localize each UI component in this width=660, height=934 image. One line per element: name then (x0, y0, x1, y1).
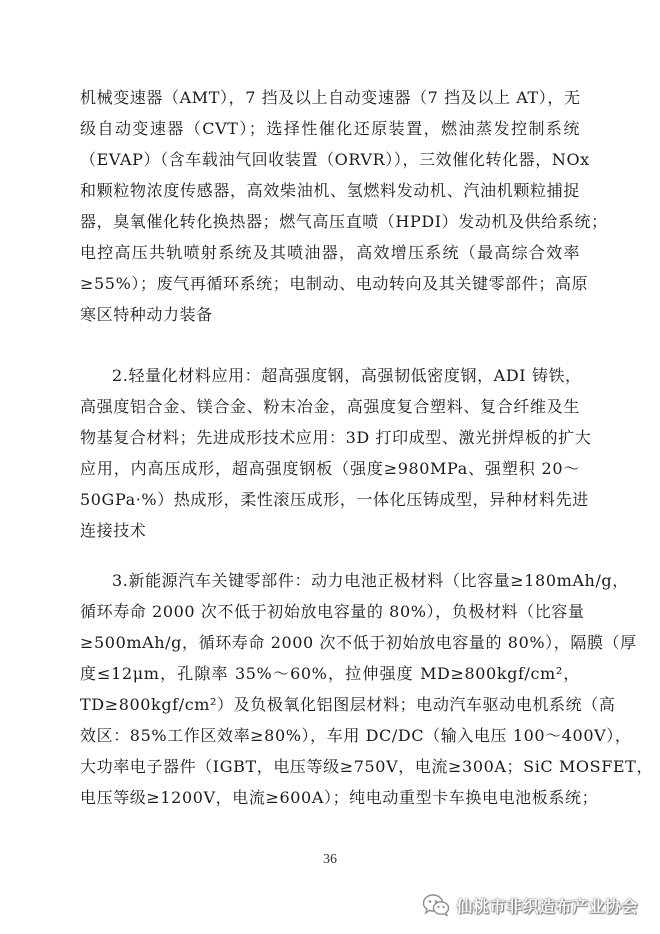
page-number: 36 (323, 852, 337, 867)
text-line: 寒区特种动力装备 (80, 305, 213, 324)
text-line: 应用，内高压成形，超高强度钢板（强度≥980MPa、强塑积 20～ (80, 459, 580, 478)
text-line: 2.轻量化材料应用：超高强度钢，高强韧低密度钢，ADI 铸铁， (112, 366, 582, 385)
text-line: 效区：85%工作区效率≥80%），车用 DC/DC（输入电压 100～400V）， (80, 726, 632, 745)
wechat-watermark (422, 893, 638, 917)
text-line: 级自动变速器（CVT）；选择性催化还原装置，燃油蒸发控制系统 (80, 119, 580, 138)
text-line: 50GPa·%）热成形，柔性滚压成形，一体化压铸成型，异种材料先进 (80, 490, 589, 509)
text-line: ≥55%）；废气再循环系统；电制动、电动转向及其关键零部件；高原 (80, 274, 589, 293)
text-line: 连接技术 (80, 521, 147, 540)
text-line: 电控高压共轨喷射系统及其喷油器，高效增压系统（最高综合效率 (80, 243, 580, 262)
text-line: 物基复合材料；先进成形技术应用：3D 打印成型、激光拼焊板的扩大 (80, 428, 592, 447)
text-line: 循环寿命 2000 次不低于初始放电容量的 80%），负极材料（比容量 (80, 602, 585, 621)
text-line: （EVAP）（含车载油气回收装置（ORVR）），三效催化转化器，NOx (80, 150, 590, 169)
paragraph-nev-key-components (80, 565, 654, 813)
text-line: 电压等级≥1200V，电流≥600A）；纯电动重型卡车换电电池板系统； (80, 788, 599, 807)
watermark-text: 仙桃市非织造布产业协会 (456, 896, 638, 916)
text-line: 机械变速器（AMT），7 挡及以上自动变速器（7 挡及以上 AT），无 (80, 88, 581, 107)
text-line: 3.新能源汽车关键零部件：动力电池正极材料（比容量≥180mAh/g， (112, 571, 629, 590)
text-line: 大功率电子器件（IGBT，电压等级≥750V，电流≥300A；SiC MOSFET， (80, 757, 654, 776)
paragraph-lightweight-materials (80, 360, 592, 546)
wechat-logo-icon (422, 893, 450, 917)
text-line: 高强度铝合金、镁合金、粉末冶金，高强度复合塑料、复合纤维及生 (80, 397, 580, 416)
text-line: 度≤12μm，孔隙率 35%～60%，拉伸强度 MD≥800kgf/cm²， (80, 664, 580, 683)
text-line: 器，臭氧催化转化换热器；燃气高压直喷（HPDI）发动机及供给系统； (80, 212, 608, 231)
text-line: TD≥800kgf/cm²）及负极氧化铝图层材料；电动汽车驱动电机系统（高 (80, 695, 616, 714)
paragraph-powertrain-components (80, 82, 608, 330)
text-line: 和颗粒物浓度传感器，高效柴油机、氢燃料发动机、汽油机颗粒捕捉 (80, 181, 580, 200)
text-line: ≥500mAh/g，循环寿命 2000 次不低于初始放电容量的 80%），隔膜（厚 (80, 633, 637, 652)
